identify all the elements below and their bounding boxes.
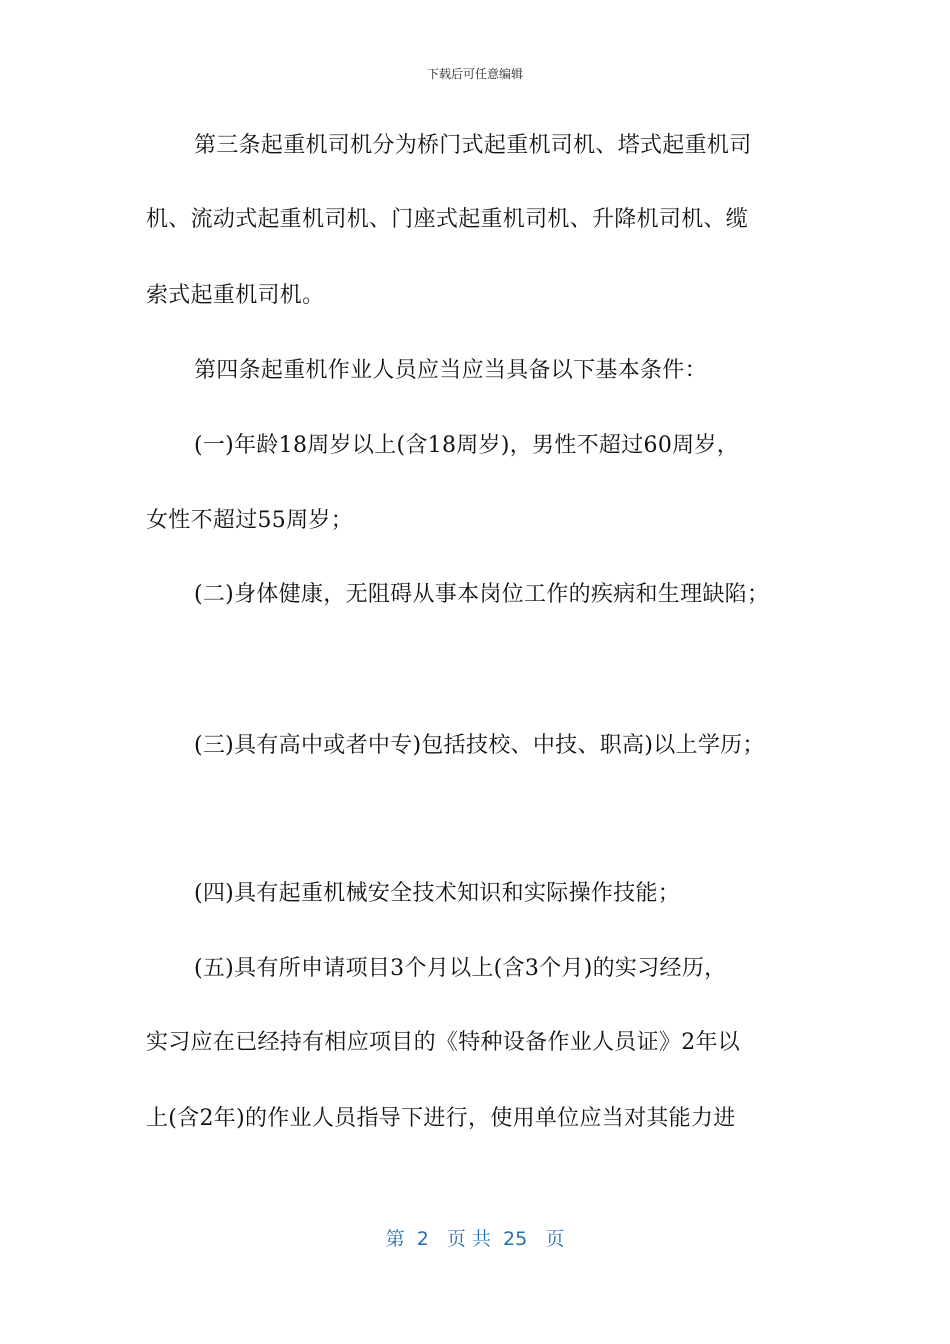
paragraph-line: 上(含2年)的作业人员指导下进行，使用单位应当对其能力进: [146, 1106, 736, 1131]
page-footer: 第 2 页 共 25 页: [385, 1228, 565, 1250]
paragraph-line: (四)具有起重机械安全技术知识和实际操作技能；: [194, 881, 681, 906]
paragraph-line: (二)身体健康，无阻碍从事本岗位工作的疾病和生理缺陷；: [194, 582, 770, 607]
paragraph-line: 女性不超过55周岁；: [146, 508, 353, 533]
paragraph-line: (五)具有所申请项目3个月以上(含3个月)的实习经历，: [194, 956, 727, 981]
paragraph-line: 第三条起重机司机分为桥门式起重机司机、塔式起重机司: [194, 133, 752, 158]
page-header: 下载后可任意编辑: [426, 67, 523, 81]
paragraph-line: (一)年龄18周岁以上(含18周岁)，男性不超过60周岁，: [194, 433, 740, 458]
paragraph-line: 实习应在已经持有相应项目的《特种设备作业人员证》2年以: [146, 1030, 741, 1055]
paragraph-line: 第四条起重机作业人员应当应当具备以下基本条件：: [194, 358, 707, 383]
paragraph-line: 索式起重机司机。: [146, 283, 325, 308]
paragraph-line: 机、流动式起重机司机、门座式起重机司机、升降机司机、缆: [146, 207, 749, 232]
paragraph-line: (三)具有高中或者中专)包括技校、中技、职高)以上学历；: [194, 733, 765, 758]
